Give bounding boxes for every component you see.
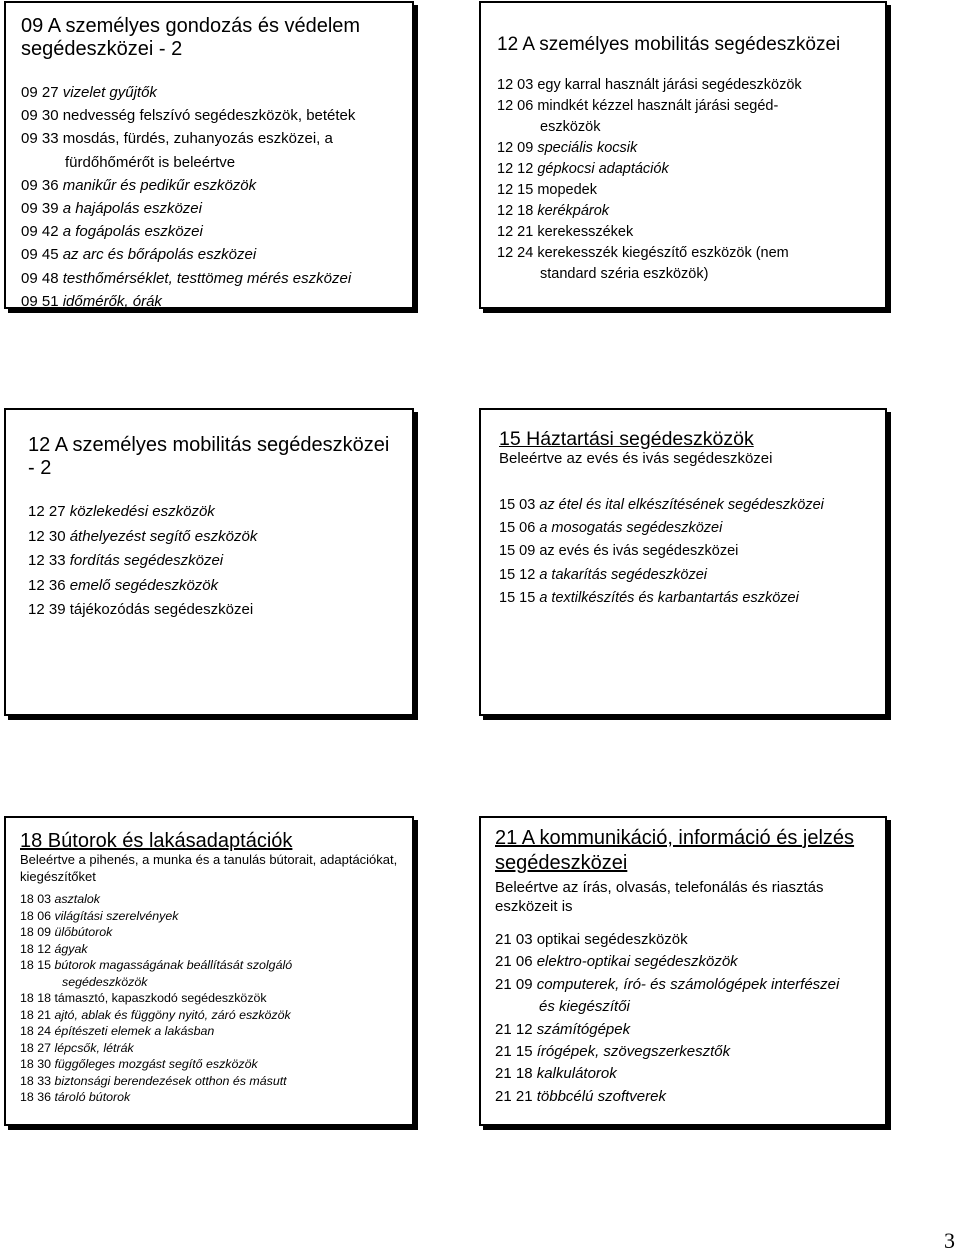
item-code: 21 21 [495, 1087, 533, 1105]
list-item [495, 1063, 873, 1085]
item-code: 18 18 [20, 991, 52, 1005]
list-item [497, 180, 871, 201]
item-code: 09 27 [21, 84, 59, 101]
item-code: 18 24 [20, 1024, 52, 1038]
item-text: világítási szerelvények [54, 908, 179, 923]
item-code: 21 15 [495, 1043, 533, 1061]
item-text: a hajápolás eszközei [62, 200, 202, 218]
list-item [497, 138, 871, 159]
item-code: 12 18 [497, 203, 534, 219]
item-text: egy karral használt járási segédeszközök [537, 77, 802, 93]
item-text: építészeti elemek a lakásban [54, 1024, 215, 1038]
list-item [21, 127, 398, 173]
item-code: 21 18 [495, 1065, 533, 1083]
slide-title: 12 A személyes mobilitás segédeszközei [497, 34, 841, 55]
item-text: optikai segédeszközök [536, 931, 688, 948]
list-item [28, 598, 398, 623]
item-text: lépcsők, létrák [54, 1040, 134, 1055]
list-item [20, 891, 398, 908]
item-text: időmérők, órák [62, 292, 162, 310]
item-code: 12 39 [28, 601, 66, 618]
item-text: az evés és ivás segédeszközei [539, 543, 739, 560]
item-text: a takarítás segédeszközei [539, 566, 707, 583]
item-code: 21 09 [495, 975, 533, 993]
item-code: 12 15 [497, 182, 534, 198]
slide-communication [479, 816, 887, 1126]
slide-household [479, 408, 887, 716]
list-item [20, 1089, 398, 1106]
item-code: 12 27 [28, 503, 66, 520]
list-item [497, 159, 871, 180]
item-code: 18 15 [20, 958, 52, 972]
item-code: 18 27 [20, 1040, 52, 1055]
item-text: testhőmérséklet, testtömeg mérés eszközei [62, 269, 352, 287]
item-text: vizelet gyűjtők [62, 84, 157, 101]
item-text: biztonsági berendezések otthon és másutt [54, 1073, 287, 1088]
item-code: 12 03 [497, 77, 534, 93]
list-item [495, 1086, 873, 1108]
item-code: 18 09 [20, 925, 52, 939]
item-text: speciális kocsik [537, 140, 638, 156]
item-text: írógépek, szövegszerkesztők [536, 1043, 731, 1061]
list-item [28, 574, 398, 599]
slide-title: 21 A kommunikáció, információ és jelzés segédeszközei [495, 827, 855, 874]
item-code: 09 51 [21, 292, 59, 310]
item-text: emelő segédeszközök [69, 576, 219, 594]
item-code: 15 12 [499, 566, 536, 583]
slide-title: 09 A személyes gondozás és védelem segédeszközei - 2 [21, 15, 361, 60]
item-text: a textilkészítés és karbantartás eszközei [539, 589, 799, 606]
list-item [497, 201, 871, 222]
item-code: 12 09 [497, 140, 534, 156]
item-code: 18 12 [20, 941, 52, 956]
item-text: computerek, író- és számológépek interfészei [536, 975, 840, 993]
list-item [20, 1040, 398, 1057]
item-code: 09 33 [21, 130, 59, 148]
item-text: áthelyezést segítő eszközök [69, 527, 258, 545]
item-text: ülőbútorok [54, 925, 113, 939]
list-item [495, 974, 873, 1019]
list-item [499, 587, 871, 610]
item-code: 18 36 [20, 1090, 52, 1104]
item-text: függőleges mozgást segítő eszközök [54, 1057, 258, 1071]
item-text: tájékozódás segédeszközei [69, 601, 254, 618]
item-text: bútorok magasságának beállítását szolgáló [54, 958, 293, 972]
slide-title: 12 A személyes mobilitás segédeszközei - 2 [28, 434, 390, 479]
item-code: 12 06 [497, 98, 534, 114]
item-text-continuation: segédeszközök [62, 974, 148, 989]
list-item [21, 290, 398, 313]
slide-subtitle: Beleértve az írás, olvasás, telefonálás és riasztás eszközeit is [495, 879, 824, 915]
slide-title: 15 Háztartási segédeszközök [499, 428, 754, 450]
list-item [20, 1073, 398, 1090]
item-code: 09 39 [21, 200, 59, 218]
item-text: kerekesszék kiegészítő eszközök (nem [537, 245, 789, 261]
item-code: 15 03 [499, 497, 536, 513]
slide-mobility-2 [4, 408, 414, 716]
item-list [497, 75, 871, 285]
list-item [21, 243, 398, 266]
list-item [497, 222, 871, 243]
list-item [495, 951, 873, 973]
item-code: 15 06 [499, 520, 536, 537]
item-code: 09 45 [21, 246, 59, 264]
item-text: tároló bútorok [54, 1090, 131, 1104]
item-text: kerékpárok [537, 203, 610, 219]
item-list [499, 494, 871, 610]
item-list [20, 891, 398, 1106]
item-code: 09 48 [21, 269, 59, 287]
list-item [20, 924, 398, 941]
item-text: támasztó, kapaszkodó segédeszközök [54, 991, 267, 1005]
list-item [20, 990, 398, 1007]
item-code: 09 30 [21, 107, 59, 125]
item-code: 12 36 [28, 576, 66, 594]
item-text: mosdás, fürdés, zuhanyozás eszközei, a [62, 130, 333, 148]
item-list [495, 929, 873, 1108]
item-text: kerekesszékek [537, 224, 634, 240]
list-item [497, 243, 871, 285]
item-text: asztalok [54, 892, 100, 906]
list-item [497, 96, 871, 138]
item-text: a fogápolás eszközei [62, 223, 203, 241]
list-item [20, 908, 398, 925]
item-text-continuation: standard széria eszközök) [540, 266, 709, 282]
list-item [499, 494, 871, 517]
item-code: 18 03 [20, 892, 52, 906]
list-item [20, 1023, 398, 1040]
item-code: 09 36 [21, 176, 59, 194]
item-text: mindkét kézzel használt járási segéd- [537, 98, 779, 114]
slide-personal-care [4, 1, 414, 309]
list-item [20, 1007, 398, 1024]
page-number: 3 [944, 1228, 955, 1253]
list-item [499, 517, 871, 540]
list-item [28, 549, 398, 574]
list-item [495, 1019, 873, 1041]
list-item [21, 174, 398, 197]
list-item [21, 104, 398, 127]
item-code: 18 33 [20, 1073, 52, 1088]
slide-subtitle: Beleértve az evés és ivás segédeszközei [499, 450, 773, 467]
item-text: az arc és bőrápolás eszközei [62, 246, 257, 264]
item-code: 15 15 [499, 589, 536, 606]
list-item [21, 267, 398, 290]
item-code: 18 21 [20, 1007, 52, 1022]
item-text: elektro-optikai segédeszközök [536, 953, 738, 971]
item-code: 18 30 [20, 1057, 52, 1071]
list-item [21, 220, 398, 243]
item-text: nedvesség felszívó segédeszközök, betétek [62, 107, 356, 125]
item-code: 12 12 [497, 161, 534, 177]
item-code: 18 06 [20, 908, 52, 923]
list-item [495, 929, 873, 951]
item-code: 21 03 [495, 931, 533, 948]
item-list [28, 500, 398, 623]
item-text: a mosogatás segédeszközei [539, 520, 723, 537]
item-text: az étel és ital elkészítésének segédeszközei [539, 497, 824, 513]
list-item [499, 564, 871, 587]
item-text: többcélú szoftverek [536, 1087, 666, 1105]
item-code: 21 12 [495, 1020, 533, 1038]
item-code: 15 09 [499, 543, 536, 560]
item-text: közlekedési eszközök [69, 503, 215, 520]
item-text: ajtó, ablak és függöny nyitó, záró eszközök [54, 1007, 291, 1022]
item-code: 12 24 [497, 245, 534, 261]
slide-title: 18 Bútorok és lakásadaptációk [20, 830, 293, 852]
item-text: manikűr és pedikűr eszközök [62, 176, 257, 194]
list-item [20, 1056, 398, 1073]
slide-mobility [479, 1, 887, 309]
list-item [499, 540, 871, 563]
list-item [28, 525, 398, 550]
list-item [497, 75, 871, 96]
slide-furniture [4, 816, 414, 1126]
item-code: 12 30 [28, 527, 66, 545]
list-item [28, 500, 398, 525]
item-text-continuation: eszközök [540, 119, 601, 135]
slide-subtitle: Beleértve a pihenés, a munka és a tanulás bútorait, adaptációkat, kiegészítőket [20, 852, 398, 884]
list-item [495, 1041, 873, 1063]
list-item [21, 81, 398, 104]
item-text: kalkulátorok [536, 1065, 617, 1083]
item-text: mopedek [537, 182, 597, 198]
item-text: ágyak [54, 941, 88, 956]
item-code: 21 06 [495, 953, 533, 971]
item-list [21, 81, 398, 313]
list-item [20, 957, 398, 990]
item-text-continuation: fürdőhőmérőt is beleértve [65, 153, 236, 171]
list-item [21, 197, 398, 220]
item-code: 12 33 [28, 552, 66, 569]
item-code: 09 42 [21, 223, 59, 241]
item-text: fordítás segédeszközei [69, 552, 224, 569]
item-text: számítógépek [536, 1020, 631, 1038]
list-item [20, 941, 398, 958]
item-text-continuation: és kiegészítői [539, 998, 630, 1016]
item-code: 12 21 [497, 224, 534, 240]
item-text: gépkocsi adaptációk [537, 161, 669, 177]
